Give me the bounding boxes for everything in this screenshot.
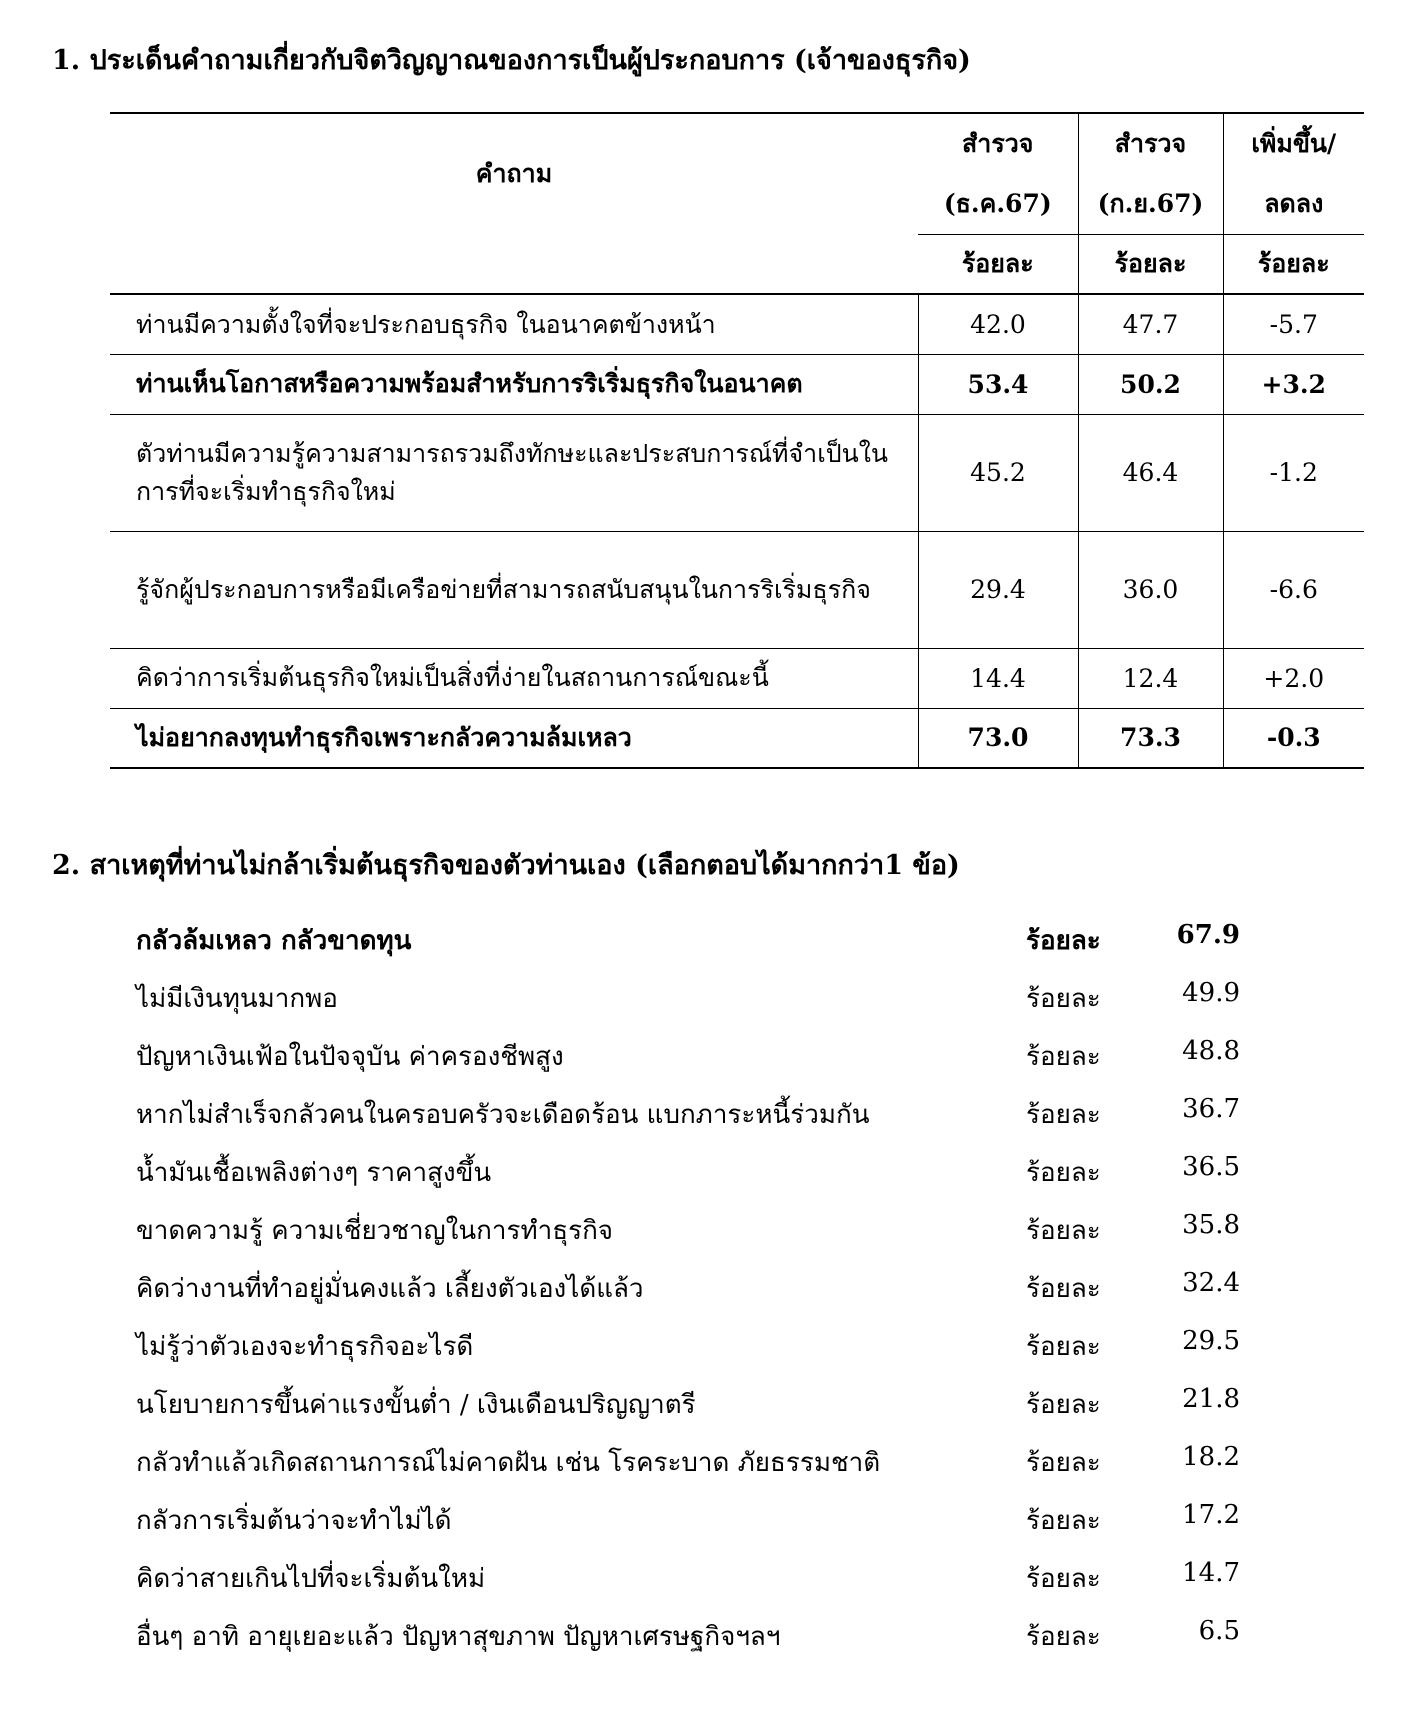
reason-label: น้ำมันเชื้อเพลิงต่างๆ ราคาสูงขึ้น	[136, 1158, 492, 1188]
list-item	[136, 1152, 1266, 1210]
question-cell: ท่านมีความตั้งใจที่จะประกอบธุรกิจ ในอนาคตข้างหน้า	[110, 294, 918, 354]
dec67-cell: 73.0	[918, 708, 1078, 768]
change-cell: -1.2	[1223, 414, 1364, 531]
sep67-cell: 12.4	[1078, 648, 1223, 708]
sep67-cell: 36.0	[1078, 531, 1223, 648]
dec67-cell: 29.4	[918, 531, 1078, 648]
reason-value: 18.2	[1182, 1442, 1240, 1472]
list-item	[136, 978, 1266, 1036]
question-cell: ไม่อยากลงทุนทำธุรกิจเพราะกลัวความล้มเหลว	[110, 708, 918, 768]
column-header-sep67-line1: สำรวจ	[1078, 113, 1223, 174]
reason-value: 29.5	[1182, 1326, 1240, 1356]
change-cell: +2.0	[1223, 648, 1364, 708]
column-unit-dec67: ร้อยละ	[918, 235, 1078, 295]
table-row	[110, 414, 1364, 531]
reason-unit: ร้อยละ	[1026, 984, 1101, 1014]
entrepreneurship-spirit-table	[110, 112, 1364, 769]
reason-label: ปัญหาเงินเฟ้อในปัจจุบัน ค่าครองชีพสูง	[136, 1042, 564, 1072]
reason-unit: ร้อยละ	[1026, 1158, 1101, 1188]
column-header-dec67-line1: สำรวจ	[918, 113, 1078, 174]
dec67-cell: 42.0	[918, 294, 1078, 354]
reason-label: ไม่มีเงินทุนมากพอ	[136, 984, 338, 1014]
list-item	[136, 1036, 1266, 1094]
reason-label: คิดว่างานที่ทำอยู่มั่นคงแล้ว เลี้ยงตัวเองได้แล้ว	[136, 1274, 644, 1304]
sep67-cell: 46.4	[1078, 414, 1223, 531]
reason-label: กลัวการเริ่มต้นว่าจะทำไม่ได้	[136, 1506, 452, 1536]
sep67-cell: 73.3	[1078, 708, 1223, 768]
reason-value: 17.2	[1182, 1500, 1240, 1530]
change-cell: -0.3	[1223, 708, 1364, 768]
list-item	[136, 1442, 1266, 1500]
reason-unit: ร้อยละ	[1026, 1274, 1101, 1304]
dec67-cell: 45.2	[918, 414, 1078, 531]
reason-value: 6.5	[1198, 1616, 1240, 1646]
change-cell: -6.6	[1223, 531, 1364, 648]
column-header-sep67-line2: (ก.ย.67)	[1078, 174, 1223, 235]
reason-value: 35.8	[1182, 1210, 1240, 1240]
reason-unit: ร้อยละ	[1026, 1390, 1101, 1420]
reason-value: 48.8	[1182, 1036, 1240, 1066]
reason-value: 36.7	[1182, 1094, 1240, 1124]
reason-value: 21.8	[1182, 1384, 1240, 1414]
reason-unit: ร้อยละ	[1026, 1506, 1101, 1536]
reason-unit: ร้อยละ	[1026, 1216, 1101, 1246]
column-header-change-line2: ลดลง	[1264, 189, 1324, 218]
table-row	[110, 294, 1364, 354]
change-cell: +3.2	[1223, 354, 1364, 414]
reason-unit: ร้อยละ	[1026, 1564, 1101, 1594]
list-item	[136, 1616, 1266, 1674]
column-header-change-line1: เพิ่มขึ้น/	[1223, 113, 1364, 174]
reason-value: 14.7	[1182, 1558, 1240, 1588]
reason-value: 32.4	[1182, 1268, 1240, 1298]
section-1-heading: 1. ประเด็นคำถามเกี่ยวกับจิตวิญญาณของการเป็นผู้ประกอบการ (เจ้าของธุรกิจ)	[52, 45, 971, 76]
table-row	[110, 648, 1364, 708]
reason-value: 49.9	[1182, 978, 1240, 1008]
list-item	[136, 1558, 1266, 1616]
question-cell: คิดว่าการเริ่มต้นธุรกิจใหม่เป็นสิ่งที่ง่ายในสถานการณ์ขณะนี้	[110, 648, 918, 708]
reason-label: คิดว่าสายเกินไปที่จะเริ่มต้นใหม่	[136, 1564, 486, 1594]
reason-label: ขาดความรู้ ความเชี่ยวชาญในการทำธุรกิจ	[136, 1216, 614, 1246]
reason-label: กลัวทำแล้วเกิดสถานการณ์ไม่คาดฝัน เช่น โรคระบาด ภัยธรรมชาติ	[136, 1448, 881, 1478]
question-column-header: คำถาม	[110, 113, 918, 235]
dec67-cell: 53.4	[918, 354, 1078, 414]
list-item	[136, 1326, 1266, 1384]
reason-unit: ร้อยละ	[1026, 1448, 1101, 1478]
sep67-cell: 47.7	[1078, 294, 1223, 354]
reason-unit: ร้อยละ	[1026, 1100, 1101, 1130]
reason-unit: ร้อยละ	[1026, 1042, 1101, 1072]
section-2-heading: 2. สาเหตุที่ท่านไม่กล้าเริ่มต้นธุรกิจของตัวท่านเอง (เลือกตอบได้มากกว่า1 ข้อ)	[52, 850, 960, 881]
list-item	[136, 1500, 1266, 1558]
table-body	[110, 294, 1364, 768]
column-unit-change: ร้อยละ	[1223, 235, 1364, 295]
list-item	[136, 1210, 1266, 1268]
question-header-spacer	[110, 235, 918, 295]
list-item	[136, 1268, 1266, 1326]
table-row	[110, 708, 1364, 768]
question-cell: รู้จักผู้ประกอบการหรือมีเครือข่ายที่สามารถสนับสนุนในการริเริ่มธุรกิจ	[110, 531, 918, 648]
question-cell: ท่านเห็นโอกาสหรือความพร้อมสำหรับการริเริ่มธุรกิจในอนาคต	[110, 354, 918, 414]
dec67-cell: 14.4	[918, 648, 1078, 708]
reasons-list	[136, 920, 1266, 1674]
reason-label: กลัวล้มเหลว กลัวขาดทุน	[136, 926, 412, 956]
reason-value: 67.9	[1176, 920, 1240, 950]
sep67-cell: 50.2	[1078, 354, 1223, 414]
question-cell: ตัวท่านมีความรู้ความสามารถรวมถึงทักษะและประสบการณ์ที่จำเป็นในการที่จะเริ่มทำธุรกิจใหม่	[110, 414, 918, 531]
reason-value: 36.5	[1182, 1152, 1240, 1182]
change-cell: -5.7	[1223, 294, 1364, 354]
reason-label: นโยบายการขึ้นค่าแรงขั้นต่ำ / เงินเดือนปริญญาตรี	[136, 1390, 696, 1420]
list-item	[136, 1384, 1266, 1442]
list-item	[136, 1094, 1266, 1152]
list-item	[136, 920, 1266, 978]
reason-label: ไม่รู้ว่าตัวเองจะทำธุรกิจอะไรดี	[136, 1332, 474, 1362]
column-header-dec67-line2: (ธ.ค.67)	[943, 189, 1052, 218]
reason-unit: ร้อยละ	[1026, 926, 1101, 956]
table-row	[110, 354, 1364, 414]
reason-unit: ร้อยละ	[1026, 1332, 1101, 1362]
reason-label: หากไม่สำเร็จกลัวคนในครอบครัวจะเดือดร้อน แบกภาระหนี้ร่วมกัน	[136, 1100, 870, 1130]
reason-unit: ร้อยละ	[1026, 1622, 1101, 1652]
column-unit-sep67: ร้อยละ	[1078, 235, 1223, 295]
table-row	[110, 531, 1364, 648]
reason-label: อื่นๆ อาทิ อายุเยอะแล้ว ปัญหาสุขภาพ ปัญหาเศรษฐกิจฯลฯ	[136, 1622, 781, 1652]
